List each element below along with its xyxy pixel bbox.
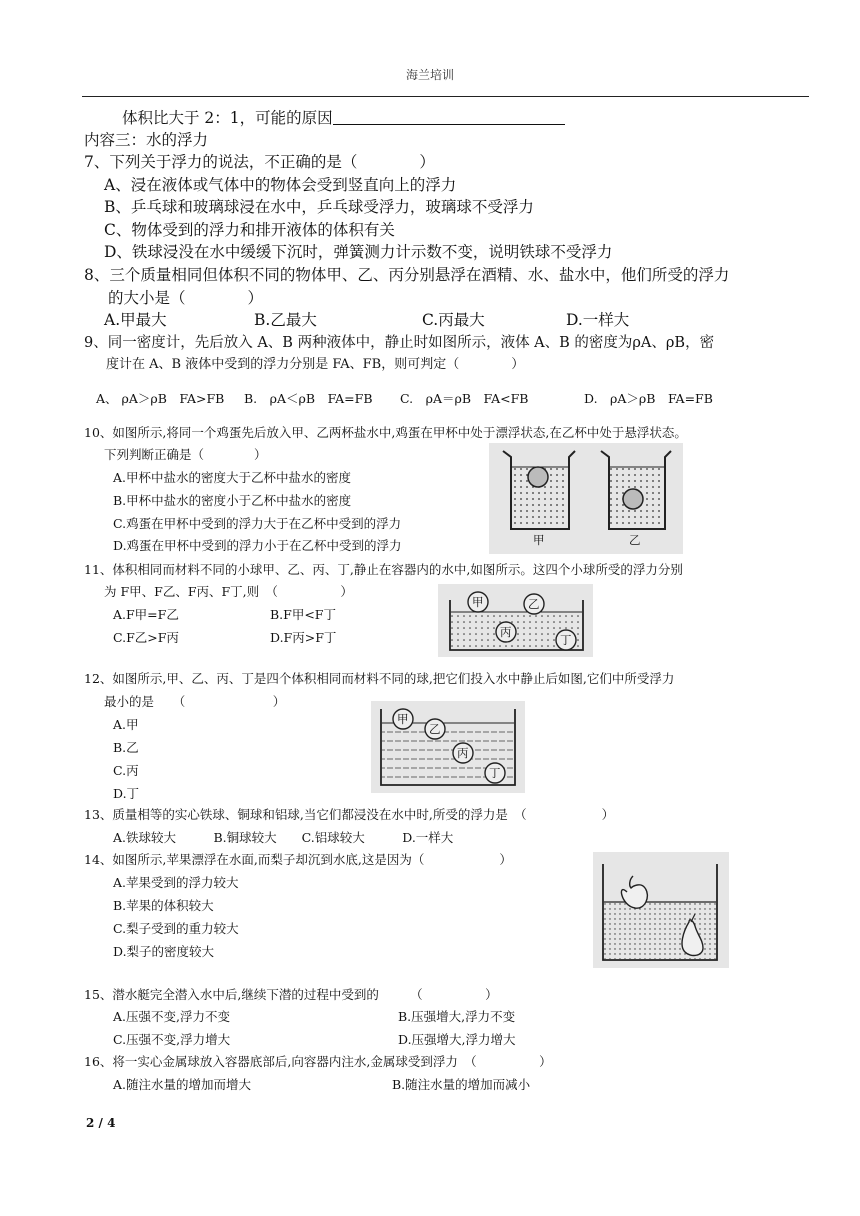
egg-left [528,467,548,487]
q11-option-c: C.F乙>F丙 [113,630,179,645]
egg-right [623,489,643,509]
q12-option-a: A.甲 [113,717,139,732]
page-header: 海兰培训 [405,68,454,82]
q10-stem: 10、如图所示,将同一个鸡蛋先后放入甲、乙两杯盐水中,鸡蛋在甲杯中处于漂浮状态,在乙杯中处于悬浮状态。 [84,425,687,440]
q12-option-c: C.丙 [113,763,139,778]
section-title: 内容三：水的浮力 [84,131,209,149]
q15-option-c: C.压强不变,浮力增大 [113,1032,231,1047]
q10-option-d: D.鸡蛋在甲杯中受到的浮力小于在乙杯中受到的浮力 [113,538,402,553]
page-number: 2 / 4 [86,1116,116,1130]
q14-stem: 14、如图所示,苹果漂浮在水面,而梨子却沉到水底,这是因为（ ） [84,852,512,867]
q9-option-c: C. ρA＝ρB FA<FB [400,391,529,406]
q15-option-b: B.压强增大,浮力不变 [398,1009,516,1024]
two-cups-figure [489,443,683,554]
q7-option-c: C、物体受到的浮力和排开液体的体积有关 [104,221,395,239]
ball12-label-bing: 丙 [457,746,469,760]
header-rule [82,96,809,97]
ball12-label-ding: 丁 [489,766,501,780]
ball-label-jia: 甲 [472,595,484,609]
four-balls-figure-q12 [371,701,525,793]
two-cups-drawing [489,443,683,554]
q15-stem: 15、潜水艇完全潜入水中后,继续下潜的过程中受到的 （ ） [84,987,498,1002]
q7-option-b: B、乒乓球和玻璃球浸在水中，乒乓球受浮力，玻璃球不受浮力 [104,198,534,216]
q7-option-a: A、浸在液体或气体中的物体会受到竖直向上的浮力 [104,176,457,194]
ball12-label-yi: 乙 [429,722,441,736]
cup-label-left: 甲 [533,533,545,547]
q8-option-c: C.丙最大 [422,311,485,329]
q8-option-d: D.一样大 [566,311,630,329]
cup-label-right: 乙 [629,533,641,547]
q9-stem: 9、同一密度计，先后放入 A、B 两种液体中，静止时如图所示，液体 A、B 的密度为ρA、ρB，密 [84,335,715,351]
q15-option-d: D.压强增大,浮力增大 [398,1032,516,1047]
q9-option-b: B. ρA＜ρB FA=FB [244,391,373,406]
ball-label-bing: 丙 [500,625,512,639]
q10-option-a: A.甲杯中盐水的密度大于乙杯中盐水的密度 [113,470,352,485]
q12-drawing [371,701,525,793]
ball12-label-jia: 甲 [397,712,409,726]
q12-stem: 12、如图所示,甲、乙、丙、丁是四个体积相同而材料不同的球,把它们投入水中静止后如图,它们中所受浮力 [84,671,675,686]
q14-option-d: D.梨子的密度较大 [113,944,215,959]
q9-option-d: D. ρA＞ρB FA=FB [584,391,713,406]
q9-option-a: A、 ρA＞ρB FA>FB [96,391,225,406]
q12-option-b: B.乙 [113,740,139,755]
line-volume-ratio: 体积比大于 2：1，可能的原因 [122,108,565,128]
q10-stem-cont: 下列判断正确是（ ） [104,447,267,462]
q13-stem: 13、质量相等的实心铁球、铜球和铝球,当它们都浸没在水中时,所受的浮力是 （ ） [84,807,615,822]
ball-label-yi: 乙 [528,597,540,611]
q8-stem: 8、三个质量相同但体积不同的物体甲、乙、丙分别悬浮在酒精、水、盐水中，他们所受的浮力 [84,266,730,284]
q7-option-d: D、铁球浸没在水中缓缓下沉时，弹簧测力计示数不变，说明铁球不受浮力 [104,243,613,261]
q14-option-c: C.梨子受到的重力较大 [113,921,239,936]
q11-stem-cont: 为 F甲、F乙、F丙、F丁,则 （ ） [104,584,353,599]
q11-option-a: A.F甲=F乙 [113,607,179,622]
apple-pear-figure [593,852,729,968]
q8-stem-cont: 的大小是（ ） [108,289,264,307]
q15-option-a: A.压强不变,浮力不变 [113,1009,230,1024]
q11-option-b: B.F甲<F丁 [270,607,336,622]
q11-option-d: D.F丙>F丁 [270,630,337,645]
q7-stem: 7、下列关于浮力的说法，不正确的是（ ） [84,153,435,171]
q14-option-b: B.苹果的体积较大 [113,898,214,913]
q11-stem: 11、体积相同而材料不同的小球甲、乙、丙、丁,静止在容器内的水中,如图所示。这四个小球所受的浮力分别 [84,562,683,577]
q8-option-a: A.甲最大 [104,311,167,329]
ball-label-ding: 丁 [560,633,572,647]
q16-stem: 16、将一实心金属球放入容器底部后,向容器内注水,金属球受到浮力 （ ） [84,1054,552,1069]
q12-stem-cont: 最小的是 （ ） [104,694,286,709]
apple-pear-drawing [593,852,729,968]
q14-option-a: A.苹果受到的浮力较大 [113,875,239,890]
q16-option-b: B.随注水量的增加而减小 [392,1077,531,1092]
q8-option-b: B.乙最大 [254,311,317,329]
q13-options: A.铁球较大 B.铜球较大 C.铝球较大 D.一样大 [113,830,454,845]
q10-option-c: C.鸡蛋在甲杯中受到的浮力大于在乙杯中受到的浮力 [113,516,402,531]
q10-option-b: B.甲杯中盐水的密度小于乙杯中盐水的密度 [113,493,352,508]
q12-option-d: D.丁 [113,786,140,801]
four-balls-figure-q11 [438,584,593,657]
q16-option-a: A.随注水量的增加而增大 [113,1077,252,1092]
q9-stem-cont: 度计在 A、B 液体中受到的浮力分别是 FA、FB，则可判定（ ） [106,357,525,372]
answer-blank[interactable] [333,110,565,125]
